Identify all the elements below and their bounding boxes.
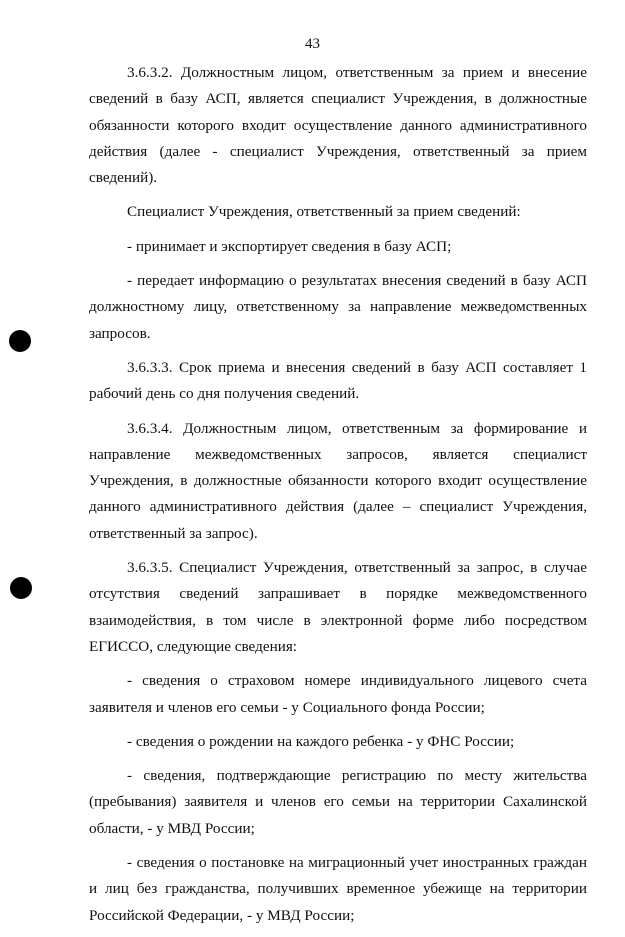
paragraph-specialist-intro: Специалист Учреждения, ответственный за прием сведений: — [127, 203, 521, 221]
list-item-birth: - сведения о рождении на каждого ребенка - у ФНС России; — [127, 732, 515, 750]
list-item-registration: - сведения, подтверждающие регистрацию по месту жительства (пребывания) заявителя и членов его семьи на территории Сахалинской области, - у МВД России; — [89, 767, 587, 837]
paragraph-3-6-3-3: 3.6.3.3. Срок приема и внесения сведений в базу АСП составляет 1 рабочий день со дня получения сведений. — [89, 358, 587, 403]
list-item-transfers-info: - передает информацию о результатах внесения сведений в базу АСП должностному лицу, ответственному за направление межведомственных запросов. — [89, 272, 587, 342]
paragraph-3-6-3-2: 3.6.3.2. Должностным лицом, ответственным за прием и внесение сведений в базу АСП, является специалист Учреждения, в должностные обязанности которого входит осуществление данного административного действия (далее - специалист Учреждения, ответственный за прием сведений). — [89, 64, 587, 187]
list-item-snils: - сведения о страховом номере индивидуального лицевого счета заявителя и членов его семьи - у Социального фонда России; — [89, 672, 587, 716]
paragraph-3-6-3-5: 3.6.3.5. Специалист Учреждения, ответственный за запрос, в случае отсутствия сведений запрашивает в порядке межведомственного взаимодействия, в том числе в электронной форме либо посредством ЕГИССО, следующие сведения: — [89, 559, 587, 655]
document-body — [89, 60, 587, 937]
punch-hole-mark — [10, 577, 32, 599]
list-item-migration: - сведения о постановке на миграционный учет иностранных граждан и лиц без гражданства, получивших временное убежище на территории Российской Федерации, - у МВД России; — [89, 854, 587, 924]
list-item-accepts-exports: - принимает и экспортирует сведения в базу АСП; — [127, 237, 452, 255]
page-number: 43 — [305, 36, 320, 52]
punch-hole-mark — [9, 330, 31, 352]
paragraph-3-6-3-4: 3.6.3.4. Должностным лицом, ответственным за формирование и направление межведомственных запросов, является специалист Учреждения, в должностные обязанности которого входит осуществление данного административного действия (далее – специалист Учреждения, ответственный за запрос). — [89, 419, 587, 542]
